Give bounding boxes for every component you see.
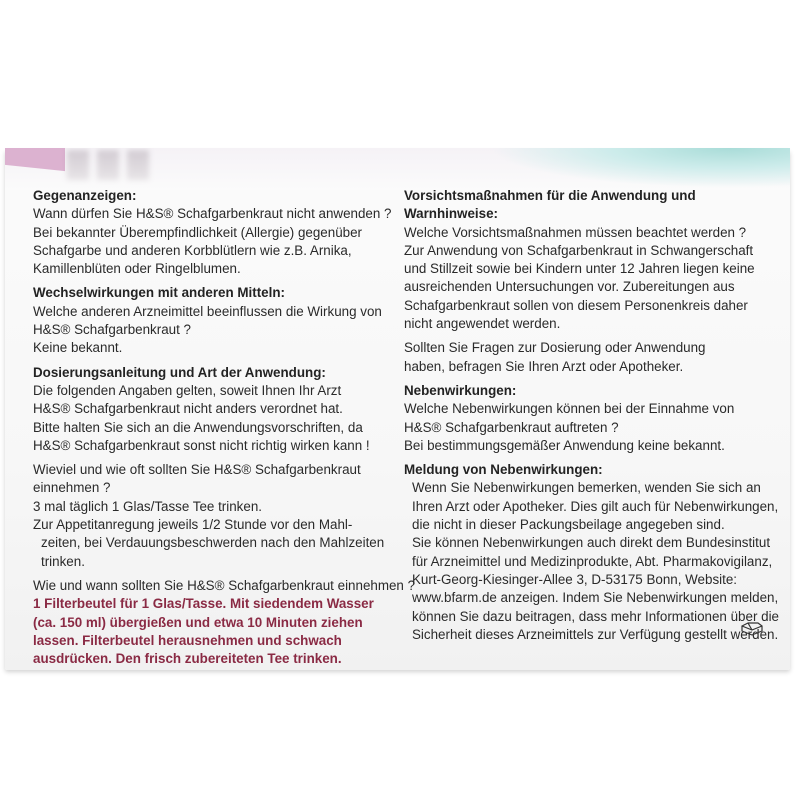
preparation-line: ausdrücken. Den frisch zubereiteten Tee trinken.	[33, 651, 342, 667]
text-line: einnehmen ?	[33, 480, 111, 496]
text-line: Ihren Arzt oder Apotheker. Dies gilt auch für Nebenwirkungen,	[412, 498, 779, 514]
section-contraindications	[33, 187, 398, 278]
text-line: Sollten Sie Fragen zur Dosierung oder Anwendung	[404, 340, 706, 356]
text-line: Bitte halten Sie sich an die Anwendungsvorschriften, da	[33, 419, 363, 435]
text-line: Die folgenden Angaben gelten, soweit Ihnen Ihr Arzt	[33, 382, 342, 398]
text-line: Sie können Nebenwirkungen auch direkt dem Bundesinstitut	[412, 535, 771, 551]
text-line: H&S® Schafgarbenkraut sonst nicht richtig wirken kann !	[33, 437, 370, 453]
brand-logo-fragment	[5, 148, 65, 171]
text-line: H&S® Schafgarbenkraut nicht anders verordnet hat.	[33, 401, 343, 417]
blurred-print	[67, 150, 89, 180]
section-heading: Nebenwirkungen:	[404, 382, 517, 398]
text-line: Welche Nebenwirkungen können bei der Einnahme von	[404, 401, 735, 417]
text-line: und Stillzeit sowie bei Kindern unter 12 Jahren liegen keine	[404, 261, 755, 277]
right-column	[404, 187, 779, 650]
text-line: Keine bekannt.	[33, 340, 123, 356]
left-column	[33, 187, 416, 674]
preparation-line: 1 Filterbeutel für 1 Glas/Tasse. Mit siedendem Wasser	[33, 596, 374, 612]
package-top-flap	[5, 148, 790, 190]
section-dosage	[33, 364, 416, 669]
text-line: haben, befragen Sie Ihren Arzt oder Apotheker.	[404, 358, 684, 374]
text-line: können Sie dazu beitragen, dass mehr Informationen über die	[412, 608, 779, 624]
text-line: Kurt-Georg-Kiesinger-Allee 3, D-53175 Bonn, Website:	[412, 571, 738, 587]
text-line: Sicherheit dieses Arzneimittels zur Verfügung gestellt werden.	[412, 626, 779, 642]
blurred-print	[127, 150, 149, 180]
section-heading: Gegenanzeigen:	[33, 188, 137, 203]
text-line: die nicht in dieser Packungsbeilage angegeben sind.	[412, 517, 725, 533]
text-line: ausreichenden Untersuchungen vor. Zubereitungen aus	[404, 279, 735, 295]
text-line: trinken.	[41, 553, 85, 569]
section-heading: Vorsichtsmaßnahmen für die Anwendung und	[404, 188, 696, 203]
section-interactions	[33, 284, 398, 357]
section-heading: Dosierungsanleitung und Art der Anwendung:	[33, 364, 326, 380]
preparation-line: lassen. Filterbeutel herausnehmen und schwach	[33, 632, 342, 648]
section-heading: Wechselwirkungen mit anderen Mitteln:	[33, 285, 285, 301]
text-line: Welche anderen Arzneimittel beeinflussen die Wirkung von	[33, 303, 382, 319]
section-warnings	[404, 187, 776, 376]
text-line: Bei bestimmungsgemäßer Anwendung keine bekannt.	[404, 437, 725, 453]
section-side-effects	[404, 382, 776, 455]
text-line: H&S® Schafgarbenkraut auftreten ?	[404, 419, 619, 435]
teal-wave-decoration	[490, 148, 790, 188]
text-line: Zur Anwendung von Schafgarbenkraut in Schwangerschaft	[404, 242, 754, 258]
text-line: Welche Vorsichtsmaßnahmen müssen beachtet werden ?	[404, 224, 747, 240]
section-reporting	[404, 461, 779, 644]
text-line: H&S® Schafgarbenkraut ?	[33, 322, 191, 338]
text-line: für Arzneimittel und Medizinprodukte, Abt. Pharmakovigilanz,	[412, 553, 773, 569]
text-line: Zur Appetitanregung jeweils 1/2 Stunde vor den Mahl-	[33, 517, 353, 533]
text-line: nicht angewendet werden.	[404, 316, 561, 332]
text-line: zeiten, bei Verdauungsbeschwerden nach den Mahlzeiten	[41, 535, 385, 551]
text-line: www.bfarm.de anzeigen. Indem Sie Nebenwirkungen melden,	[412, 590, 779, 606]
package-open-icon	[740, 621, 764, 639]
text-line: 3 mal täglich 1 Glas/Tasse Tee trinken.	[33, 498, 262, 514]
text-line: Schafgarbe und anderen Korbblütlern wie z.B. Arnika,	[33, 242, 352, 258]
text-line: Wieviel und wie oft sollten Sie H&S® Schafgarbenkraut	[33, 462, 361, 478]
text-line: Wann dürfen Sie H&S® Schafgarbenkraut nicht anwenden ?	[33, 206, 392, 222]
preparation-line: (ca. 150 ml) übergießen und etwa 10 Minuten ziehen	[33, 614, 363, 630]
text-line: Kamillenblüten oder Ringelblumen.	[33, 261, 241, 277]
section-heading: Warnhinweise:	[404, 206, 498, 222]
blurred-print	[97, 150, 119, 180]
text-line: Wie und wann sollten Sie H&S® Schafgarbenkraut einnehmen ?	[33, 577, 416, 593]
text-line: Schafgarbenkraut sollen von diesem Personenkreis daher	[404, 297, 748, 313]
section-heading: Meldung von Nebenwirkungen:	[404, 462, 603, 478]
text-line: Wenn Sie Nebenwirkungen bemerken, wenden Sie sich an	[412, 480, 761, 496]
text-line: Bei bekannter Überempfindlichkeit (Allergie) gegenüber	[33, 224, 362, 240]
